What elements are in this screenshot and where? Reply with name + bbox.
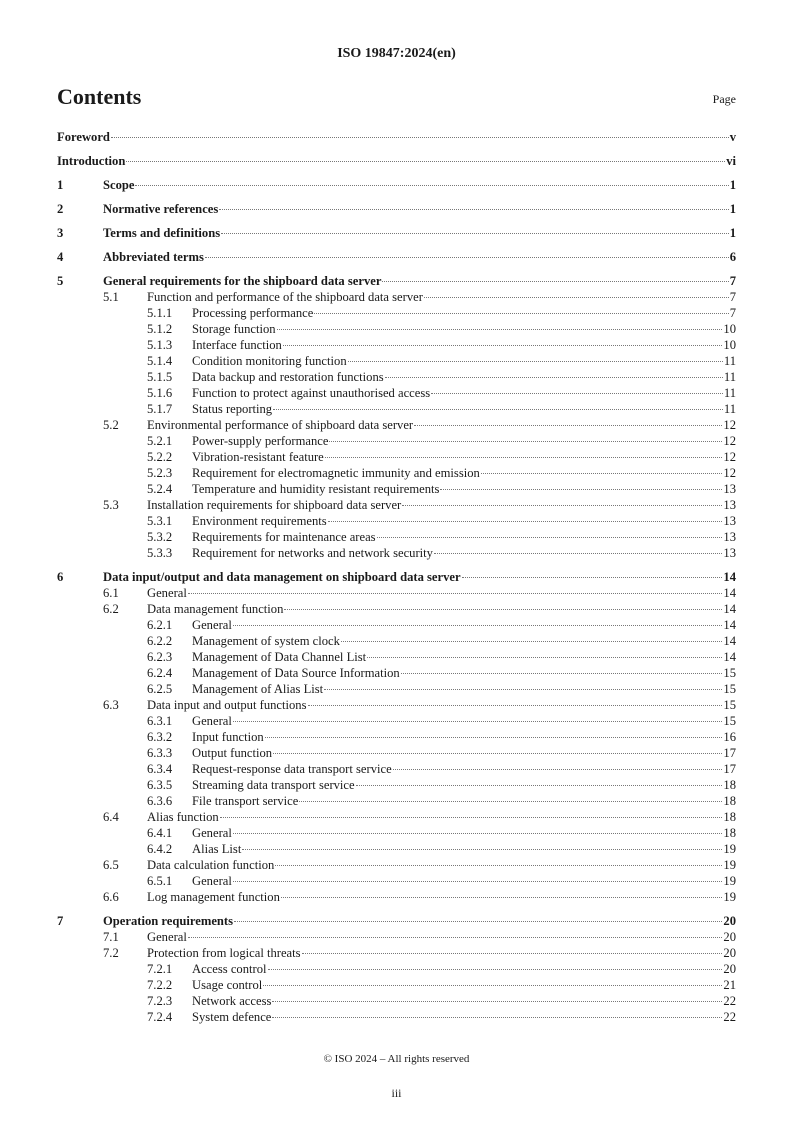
dot-leader (348, 361, 723, 362)
toc-entry-title: Streaming data transport service (192, 778, 355, 792)
toc-entry-number: 7.2.4 (147, 1010, 173, 1024)
toc-entry-number: 6.2.2 (147, 634, 173, 648)
dot-leader (299, 801, 722, 802)
dot-leader (233, 833, 723, 834)
dot-leader (233, 881, 723, 882)
dot-leader (268, 969, 723, 970)
toc-entry-page: 18 (723, 778, 736, 792)
toc-entry-title: Scope (103, 178, 135, 192)
toc-entry-title: General (192, 714, 232, 728)
toc-entry-title: Protection from logical threats (147, 946, 301, 960)
toc-entry[interactable] (57, 529, 736, 545)
toc-entry-page: 11 (723, 370, 736, 384)
toc-entry-page: 15 (723, 698, 736, 712)
toc-entry-number: 6.3.2 (147, 730, 173, 744)
toc-entry-number: 5.1.7 (147, 402, 173, 416)
toc-entry-page: 15 (723, 666, 736, 680)
dot-leader (440, 489, 722, 490)
dot-leader (302, 953, 723, 954)
dot-leader (188, 593, 723, 594)
toc-entry[interactable] (57, 337, 736, 353)
toc-entry-number: 5.3 (103, 498, 119, 512)
toc-entry-number: 6.3.6 (147, 794, 173, 808)
toc-entry-number: 5.3.2 (147, 530, 173, 544)
toc-entry-title: Management of Data Channel List (192, 650, 367, 664)
toc-entry[interactable] (57, 481, 736, 497)
toc-entry-title: General (192, 874, 232, 888)
toc-entry-page: 12 (723, 450, 736, 464)
toc-entry-title: Vibration-resistant feature (192, 450, 324, 464)
toc-entry-title: Temperature and humidity resistant requirements (192, 482, 440, 496)
toc-entry[interactable] (57, 513, 736, 529)
toc-entry-page: 1 (729, 226, 736, 240)
toc-entry-page: 18 (723, 794, 736, 808)
toc-entry-title: Alias function (147, 810, 219, 824)
toc-entry-title: Requirements for maintenance areas (192, 530, 376, 544)
toc-entry[interactable] (57, 249, 736, 265)
toc-entry-number: 5.2.2 (147, 450, 173, 464)
toc-entry-number: 5.1.3 (147, 338, 173, 352)
toc-entry-title: Data calculation function (147, 858, 275, 872)
toc-entry-number: 5.1 (103, 290, 119, 304)
toc-entry[interactable] (57, 417, 736, 433)
toc-entry-title: Input function (192, 730, 264, 744)
toc-entry-title: Abbreviated terms (103, 250, 204, 264)
toc-entry-page: 19 (723, 890, 736, 904)
toc-entry-page: 22 (723, 994, 736, 1008)
toc-entry-number: 5.2 (103, 418, 119, 432)
toc-entry-title: Management of Alias List (192, 682, 324, 696)
toc-entry-page: 13 (723, 530, 736, 544)
dot-leader (328, 521, 723, 522)
toc-entry[interactable] (57, 321, 736, 337)
dot-leader (393, 769, 723, 770)
toc-entry-page: v (729, 130, 736, 144)
toc-entry-number: 6.6 (103, 890, 119, 904)
page-column-label: Page (712, 92, 736, 106)
dot-leader (126, 161, 725, 162)
toc-entry-page: 12 (723, 434, 736, 448)
toc-entry-page: 15 (723, 682, 736, 696)
toc-entry[interactable] (57, 889, 736, 905)
dot-leader (367, 657, 722, 658)
toc-entry-number: 5.1.2 (147, 322, 173, 336)
toc-entry-number: 5.3.1 (147, 514, 173, 528)
toc-entry-page: 13 (723, 546, 736, 560)
toc-entry-page: 22 (723, 1010, 736, 1024)
toc-entry-page: 18 (723, 826, 736, 840)
toc-entry-number: 5.1.6 (147, 386, 173, 400)
dot-leader (402, 505, 722, 506)
toc-entry-page: 11 (723, 386, 736, 400)
toc-entry[interactable] (57, 873, 736, 889)
toc-entry[interactable] (57, 1009, 736, 1025)
toc-entry-page: 12 (723, 466, 736, 480)
toc-entry[interactable] (57, 289, 736, 305)
dot-leader (308, 705, 723, 706)
toc-entry-number: 7.2 (103, 946, 119, 960)
toc-entry-title: Access control (192, 962, 267, 976)
dot-leader (242, 849, 722, 850)
dot-leader (205, 257, 729, 258)
toc-entry-title: Usage control (192, 978, 263, 992)
toc-entry-title: Installation requirements for shipboard data server (147, 498, 402, 512)
dot-leader (265, 737, 723, 738)
toc-entry-title: Environmental performance of shipboard data server (147, 418, 414, 432)
toc-entry-page: 19 (723, 874, 736, 888)
toc-entry-title: Request-response data transport service (192, 762, 392, 776)
dot-leader (382, 281, 728, 282)
toc-entry-number: 6.5.1 (147, 874, 173, 888)
toc-entry[interactable] (57, 401, 736, 417)
toc-entry[interactable] (57, 993, 736, 1009)
toc-entry[interactable] (57, 633, 736, 649)
toc-entry-page: 14 (723, 570, 736, 584)
toc-entry-page: 15 (723, 714, 736, 728)
dot-leader (219, 209, 728, 210)
dot-leader (221, 233, 729, 234)
toc-entry-title: Environment requirements (192, 514, 327, 528)
toc-entry[interactable] (57, 129, 736, 145)
dot-leader (329, 441, 722, 442)
toc-entry-page: 16 (723, 730, 736, 744)
dot-leader (283, 345, 723, 346)
toc-entry-number: 6 (57, 570, 64, 584)
toc-entry-number: 6.2.1 (147, 618, 173, 632)
toc-entry-number: 1 (57, 178, 64, 192)
toc-entry-number: 5.1.1 (147, 306, 173, 320)
toc-entry-number: 6.2.3 (147, 650, 173, 664)
toc-entry-title: Status reporting (192, 402, 273, 416)
toc-entry[interactable] (57, 729, 736, 745)
dot-leader (220, 817, 723, 818)
toc-entry[interactable] (57, 649, 736, 665)
toc-entry-title: Storage function (192, 322, 276, 336)
dot-leader (273, 753, 722, 754)
dot-leader (188, 937, 723, 938)
toc-entry-title: Processing performance (192, 306, 314, 320)
toc-entry-title: Power-supply performance (192, 434, 329, 448)
toc-entry-number: 5.1.4 (147, 354, 173, 368)
toc-entry-title: Interface function (192, 338, 282, 352)
toc-entry-page: 17 (723, 762, 736, 776)
toc-entry-number: 6.3.5 (147, 778, 173, 792)
toc-entry-title: General (192, 618, 232, 632)
toc-entry-page: 18 (723, 810, 736, 824)
toc-entry[interactable] (57, 585, 736, 601)
toc-entry-page: 11 (723, 354, 736, 368)
toc-entry[interactable] (57, 697, 736, 713)
toc-entry[interactable] (57, 153, 736, 169)
toc-entry-page: 19 (723, 842, 736, 856)
toc-entry-number: 6.3.4 (147, 762, 173, 776)
toc-entry-page: 20 (723, 914, 736, 928)
toc-entry-number: 6.4.1 (147, 826, 173, 840)
dot-leader (263, 985, 722, 986)
toc-entry[interactable] (57, 841, 736, 857)
dot-leader (377, 537, 723, 538)
toc-entry-page: 20 (723, 962, 736, 976)
toc-entry-number: 6.3 (103, 698, 119, 712)
toc-entry[interactable] (57, 433, 736, 449)
dot-leader (272, 1017, 722, 1018)
dot-leader (481, 473, 723, 474)
toc-entry[interactable] (57, 745, 736, 761)
toc-entry-number: 7.1 (103, 930, 119, 944)
toc-entry-title: General (192, 826, 232, 840)
toc-entry-number: 5.2.4 (147, 482, 173, 496)
toc-entry[interactable] (57, 449, 736, 465)
toc-entry-number: 2 (57, 202, 64, 216)
toc-entry-title: Introduction (57, 154, 126, 168)
toc-entry-number: 7.2.2 (147, 978, 173, 992)
toc-entry[interactable] (57, 385, 736, 401)
toc-entry-title: Requirement for electromagnetic immunity and emission (192, 466, 480, 480)
dot-leader (233, 721, 723, 722)
toc-entry[interactable] (57, 353, 736, 369)
toc-entry[interactable] (57, 617, 736, 633)
toc-entry-page: 14 (723, 586, 736, 600)
toc-entry[interactable] (57, 681, 736, 697)
toc-entry[interactable] (57, 177, 736, 193)
toc-entry-title: Normative references (103, 202, 219, 216)
toc-entry-title: Function to protect against unauthorised access (192, 386, 431, 400)
toc-entry-page: 17 (723, 746, 736, 760)
dot-leader (462, 577, 723, 578)
table-of-contents (57, 129, 736, 1025)
toc-entry-number: 6.5 (103, 858, 119, 872)
toc-entry-title: Management of Data Source Information (192, 666, 400, 680)
document-header: ISO 19847:2024(en) (337, 46, 456, 61)
toc-entry[interactable] (57, 857, 736, 873)
toc-entry[interactable] (57, 945, 736, 961)
dot-leader (434, 553, 722, 554)
dot-leader (281, 897, 723, 898)
dot-leader (275, 865, 722, 866)
toc-entry[interactable] (57, 305, 736, 321)
dot-leader (272, 1001, 722, 1002)
toc-entry[interactable] (57, 777, 736, 793)
toc-entry-title: Alias List (192, 842, 242, 856)
toc-entry-number: 6.3.1 (147, 714, 173, 728)
toc-entry-page: 7 (729, 290, 736, 304)
toc-entry-title: File transport service (192, 794, 299, 808)
dot-leader (273, 409, 723, 410)
toc-entry-number: 5.2.1 (147, 434, 173, 448)
dot-leader (324, 689, 722, 690)
dot-leader (341, 641, 722, 642)
toc-entry-number: 5.2.3 (147, 466, 173, 480)
dot-leader (277, 329, 723, 330)
toc-entry[interactable] (57, 369, 736, 385)
toc-entry-page: 13 (723, 514, 736, 528)
copyright-footer: © ISO 2024 – All rights reserved (323, 1053, 470, 1065)
dot-leader (431, 393, 723, 394)
toc-entry[interactable] (57, 713, 736, 729)
toc-entry[interactable] (57, 601, 736, 617)
toc-entry-number: 6.2 (103, 602, 119, 616)
toc-entry-title: Management of system clock (192, 634, 340, 648)
dot-leader (314, 313, 728, 314)
toc-entry-page: 21 (723, 978, 736, 992)
toc-entry-number: 6.2.4 (147, 666, 173, 680)
toc-entry[interactable] (57, 545, 736, 561)
toc-entry-page: 7 (729, 274, 736, 288)
toc-entry-title: Terms and definitions (103, 226, 221, 240)
toc-entry-title: General requirements for the shipboard data server (103, 274, 382, 288)
toc-entry[interactable] (57, 569, 736, 585)
toc-entry-number: 5.1.5 (147, 370, 173, 384)
dot-leader (414, 425, 722, 426)
toc-entry-title: General (147, 586, 187, 600)
toc-entry-page: 10 (723, 338, 736, 352)
toc-entry-page: 14 (723, 602, 736, 616)
page-title: Contents (57, 84, 142, 109)
toc-entry-title: Data input and output functions (147, 698, 307, 712)
toc-entry-number: 6.2.5 (147, 682, 173, 696)
toc-entry-page: vi (726, 154, 736, 168)
dot-leader (356, 785, 723, 786)
toc-entry-title: General (147, 930, 187, 944)
toc-entry[interactable] (57, 465, 736, 481)
toc-entry[interactable] (57, 665, 736, 681)
toc-entry-title: Network access (192, 994, 272, 1008)
toc-entry-page: 19 (723, 858, 736, 872)
toc-entry-page: 10 (723, 322, 736, 336)
toc-entry-title: Output function (192, 746, 273, 760)
toc-entry-title: Operation requirements (103, 914, 234, 928)
toc-entry-number: 7.2.3 (147, 994, 173, 1008)
dot-leader (385, 377, 723, 378)
toc-entry[interactable] (57, 913, 736, 929)
toc-entry-number: 7.2.1 (147, 962, 173, 976)
toc-entry-title: Data management function (147, 602, 284, 616)
toc-entry-title: Data backup and restoration functions (192, 370, 384, 384)
toc-entry[interactable] (57, 977, 736, 993)
toc-entry[interactable] (57, 793, 736, 809)
toc-entry-number: 5.3.3 (147, 546, 173, 560)
toc-entry-page: 14 (723, 650, 736, 664)
toc-entry[interactable] (57, 929, 736, 945)
toc-entry[interactable] (57, 809, 736, 825)
toc-entry-page: 6 (729, 250, 736, 264)
dot-leader (233, 625, 723, 626)
toc-entry-number: 6.4.2 (147, 842, 173, 856)
toc-entry[interactable] (57, 761, 736, 777)
toc-entry[interactable] (57, 961, 736, 977)
dot-leader (401, 673, 723, 674)
toc-entry-title: System defence (192, 1010, 272, 1024)
dot-leader (325, 457, 723, 458)
dot-leader (284, 609, 722, 610)
toc-entry[interactable] (57, 225, 736, 241)
toc-entry-title: Data input/output and data management on shipboard data server (103, 570, 461, 584)
toc-entry-title: Function and performance of the shipboard data server (147, 290, 423, 304)
toc-entry-number: 6.1 (103, 586, 119, 600)
toc-entry-page: 11 (723, 402, 736, 416)
toc-entry-number: 3 (57, 226, 64, 240)
toc-entry[interactable] (57, 201, 736, 217)
toc-entry-page: 13 (723, 498, 736, 512)
dot-leader (424, 297, 729, 298)
toc-entry-page: 1 (729, 178, 736, 192)
dot-leader (111, 137, 729, 138)
toc-entry-number: 7 (57, 914, 64, 928)
toc-entry-page: 13 (723, 482, 736, 496)
dot-leader (234, 921, 722, 922)
toc-entry[interactable] (57, 497, 736, 513)
toc-entry-page: 12 (723, 418, 736, 432)
toc-entry-page: 14 (723, 618, 736, 632)
toc-entry-number: 6.4 (103, 810, 119, 824)
toc-entry-title: Log management function (147, 890, 280, 904)
toc-entry-page: 20 (723, 930, 736, 944)
toc-entry-page: 14 (723, 634, 736, 648)
toc-entry-number: 4 (57, 250, 64, 264)
toc-entry[interactable] (57, 273, 736, 289)
dot-leader (135, 185, 728, 186)
page-number: iii (391, 1086, 402, 1100)
toc-entry-title: Requirement for networks and network security (192, 546, 433, 560)
toc-entry-number: 5 (57, 274, 64, 288)
toc-entry-number: 6.3.3 (147, 746, 173, 760)
toc-entry-title: Condition monitoring function (192, 354, 347, 368)
toc-entry-page: 20 (723, 946, 736, 960)
toc-entry-title: Foreword (57, 130, 110, 144)
toc-entry-page: 1 (729, 202, 736, 216)
toc-entry[interactable] (57, 825, 736, 841)
toc-entry-page: 7 (729, 306, 736, 320)
